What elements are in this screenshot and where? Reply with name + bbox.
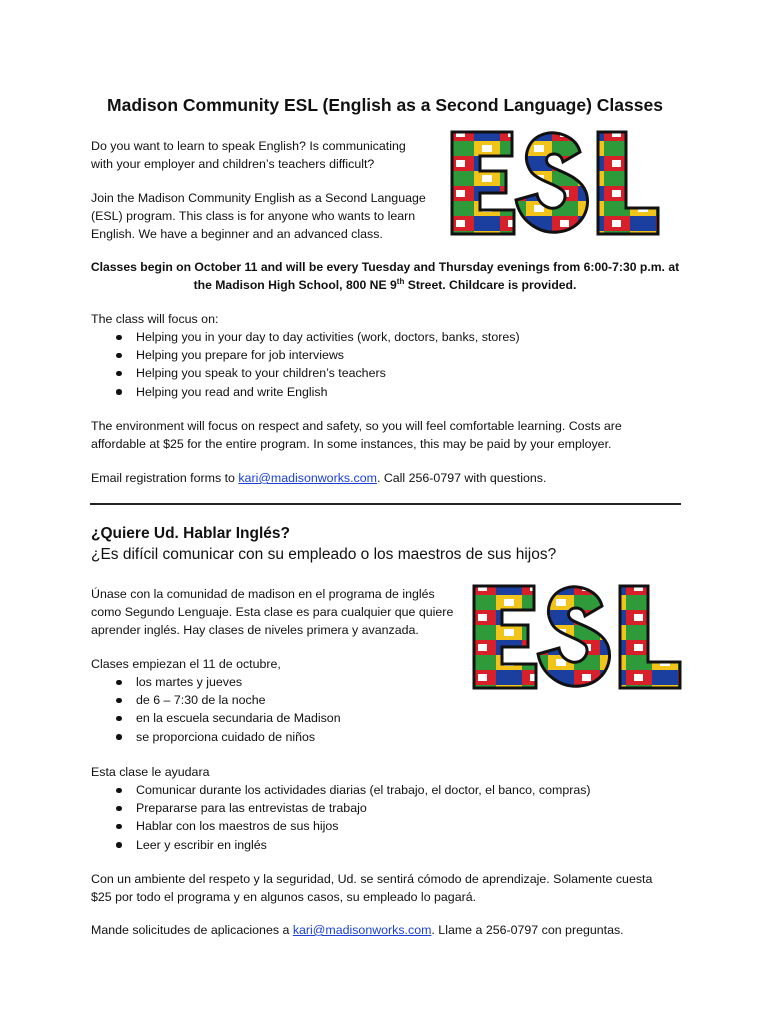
spanish-email-line (91, 921, 624, 939)
schedule-notice (80, 258, 690, 294)
email-suffix: . Call 256-0797 with questions. (376, 471, 547, 485)
focus-heading: The class will focus on: (91, 312, 219, 326)
spanish-intro-line: Únase con la comunidad de madison en el programa de inglés (91, 587, 435, 601)
list-item: se proporciona cuidado de niños (91, 728, 341, 746)
page-title: Madison Community ESL (English as a Second Language) Classes (107, 95, 663, 115)
list-item: Comunicar durante los actividades diarias (el trabajo, el doctor, el banco, compras) (91, 781, 591, 799)
spanish-intro-line: aprender inglés. Hay clases de niveles primera y avanzada. (91, 623, 419, 637)
list-item: Hablar con los maestros de sus hijos (91, 817, 591, 835)
focus-list (91, 328, 520, 401)
environment-line: The environment will focus on respect and safety, so you will feel comfortable learning. Costs are (91, 419, 622, 433)
spanish-subheading: ¿Es difícil comunicar con su empleado o los maestros de sus hijos? (91, 546, 557, 563)
list-item: Helping you in your day to day activities (work, doctors, banks, stores) (91, 328, 520, 346)
intro-line: with your employer and children’s teachers difficult? (91, 157, 375, 171)
spanish-environment-line: Con un ambiente del respeto y la seguridad, Ud. se sentirá cómodo de aprendizaje. Solamente cuesta (91, 872, 653, 886)
intro-line: Join the Madison Community English as a Second Language (91, 191, 426, 205)
intro-line: English. We have a beginner and an advanced class. (91, 227, 383, 241)
schedule-line-2-post: Street. Childcare is provided. (404, 278, 577, 292)
esl-flags-logo-icon (448, 126, 662, 239)
help-list (91, 781, 591, 854)
email-suffix: . Llame a 256-0797 con preguntas. (431, 923, 624, 937)
classes-heading: Clases empiezan el 11 de octubre, (91, 657, 281, 671)
list-item: Helping you speak to your children’s teachers (91, 364, 520, 382)
list-item: Prepararse para las entrevistas de trabajo (91, 799, 591, 817)
classes-list (91, 673, 341, 746)
environment-line: affordable at $25 for the entire program. In some instances, this may be paid by your employer. (91, 437, 612, 451)
email-link[interactable]: kari@madisonworks.com (292, 923, 432, 937)
email-line (91, 469, 546, 487)
spanish-heading: ¿Quiere Ud. Hablar Inglés? (91, 525, 290, 542)
esl-flags-logo-icon (470, 580, 684, 693)
list-item: los martes y jueves (91, 673, 341, 691)
spanish-intro-line: como Segundo Lenguaje. Esta clase es para cualquier que quiere (91, 605, 454, 619)
schedule-line-1: Classes begin on October 11 and will be every Tuesday and Thursday evenings from 6:00-7:30 p.m. at (90, 260, 680, 274)
section-divider (90, 503, 681, 505)
help-heading: Esta clase le ayudara (91, 765, 210, 779)
email-link[interactable]: kari@madisonworks.com (238, 471, 377, 485)
email-prefix: Email registration forms to (91, 471, 239, 485)
spanish-environment-line: $25 por todo el programa y en algunos casos, su empleado lo pagará. (91, 890, 477, 904)
list-item: de 6 – 7:30 de la noche (91, 691, 341, 709)
ordinal-suffix: th (396, 276, 405, 286)
schedule-line-2-pre: the Madison High School, 800 NE 9 (193, 278, 397, 292)
intro-line: Do you want to learn to speak English? Is communicating (91, 139, 406, 153)
list-item: Helping you read and write English (91, 383, 520, 401)
email-prefix: Mande solicitudes de aplicaciones a (91, 923, 293, 937)
list-item: Helping you prepare for job interviews (91, 346, 520, 364)
list-item: en la escuela secundaria de Madison (91, 709, 341, 727)
list-item: Leer y escribir en inglés (91, 836, 591, 854)
intro-line: (ESL) program. This class is for anyone who wants to learn (91, 209, 416, 223)
